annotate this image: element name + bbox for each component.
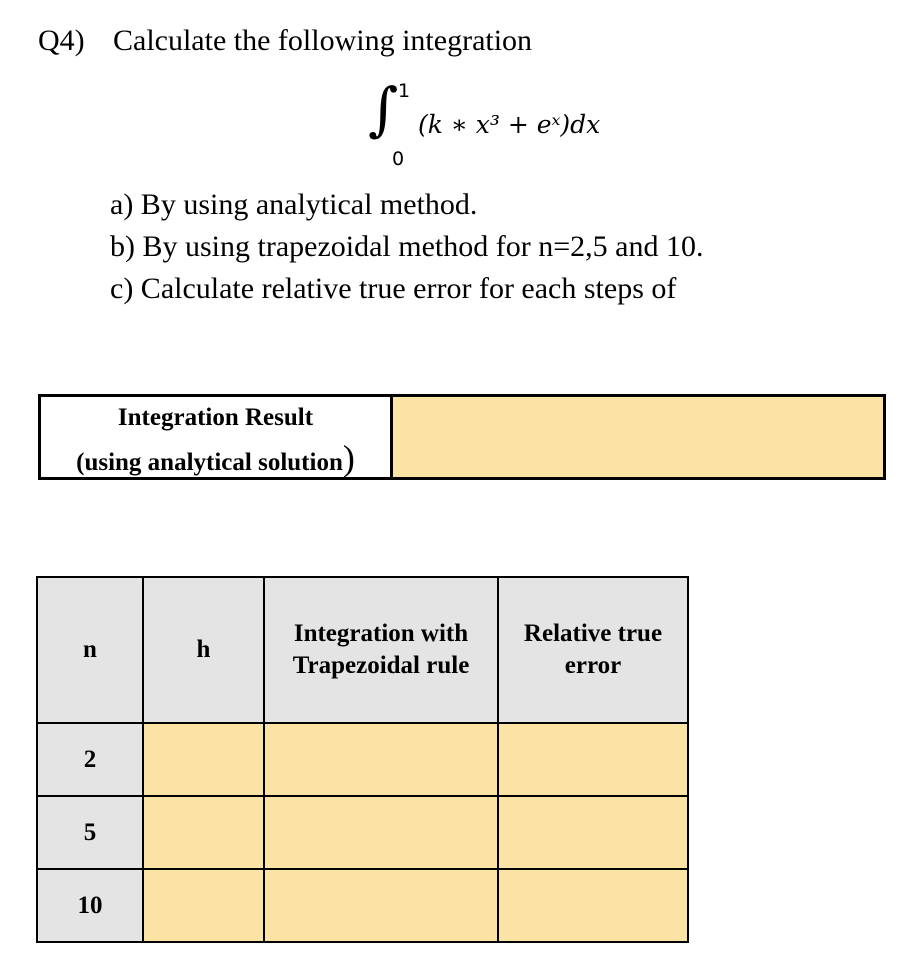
header-integration <box>264 577 498 723</box>
header-error-line1: Relative true <box>523 620 663 647</box>
header-error-line2: error <box>564 652 622 679</box>
table-row <box>37 723 688 796</box>
lower-limit: 0 <box>392 148 405 170</box>
analytical-result-cell[interactable] <box>393 397 883 477</box>
integral-sign: ∫ <box>368 75 399 143</box>
part-a: a) By using analytical method. <box>110 188 478 221</box>
analytical-label-line2-wrap <box>41 438 390 483</box>
row-error-cell[interactable] <box>498 796 688 869</box>
analytical-label-close-paren: ) <box>342 438 355 478</box>
integral-formula <box>368 75 668 178</box>
header-h: h <box>143 577 264 723</box>
row-n-cell: 2 <box>37 723 143 796</box>
table-row <box>37 796 688 869</box>
row-h-cell[interactable] <box>143 796 264 869</box>
row-error-cell[interactable] <box>498 723 688 796</box>
integrand: (k ∗ x³ + eˣ)dx <box>418 110 601 139</box>
table-header-row <box>37 577 688 723</box>
upper-limit: 1 <box>398 80 411 102</box>
header-integration-line2: Trapezoidal rule <box>292 652 470 679</box>
question-parts <box>110 184 703 310</box>
row-integration-cell[interactable] <box>264 869 498 942</box>
header-error <box>498 577 688 723</box>
row-n-cell: 5 <box>37 796 143 869</box>
row-integration-cell[interactable] <box>264 723 498 796</box>
table-row <box>37 869 688 942</box>
row-n-cell: 10 <box>37 869 143 942</box>
analytical-result-table <box>38 394 886 480</box>
question-text: Calculate the following integration <box>113 24 533 57</box>
header-n: n <box>37 577 143 723</box>
analytical-result-label <box>41 397 393 477</box>
part-b: b) By using trapezoidal method for n=2,5 and 10. <box>110 230 704 263</box>
row-error-cell[interactable] <box>498 869 688 942</box>
question-heading <box>38 24 532 58</box>
row-h-cell[interactable] <box>143 723 264 796</box>
row-h-cell[interactable] <box>143 869 264 942</box>
part-c: c) Calculate relative true error for each steps of <box>110 272 677 305</box>
row-integration-cell[interactable] <box>264 796 498 869</box>
analytical-label-line2: (using analytical solution <box>76 449 343 476</box>
analytical-label-line1: Integration Result <box>117 404 314 431</box>
question-number: Q4) <box>38 24 85 57</box>
header-integration-line1: Integration with <box>293 620 469 647</box>
trapezoidal-table <box>36 576 689 943</box>
